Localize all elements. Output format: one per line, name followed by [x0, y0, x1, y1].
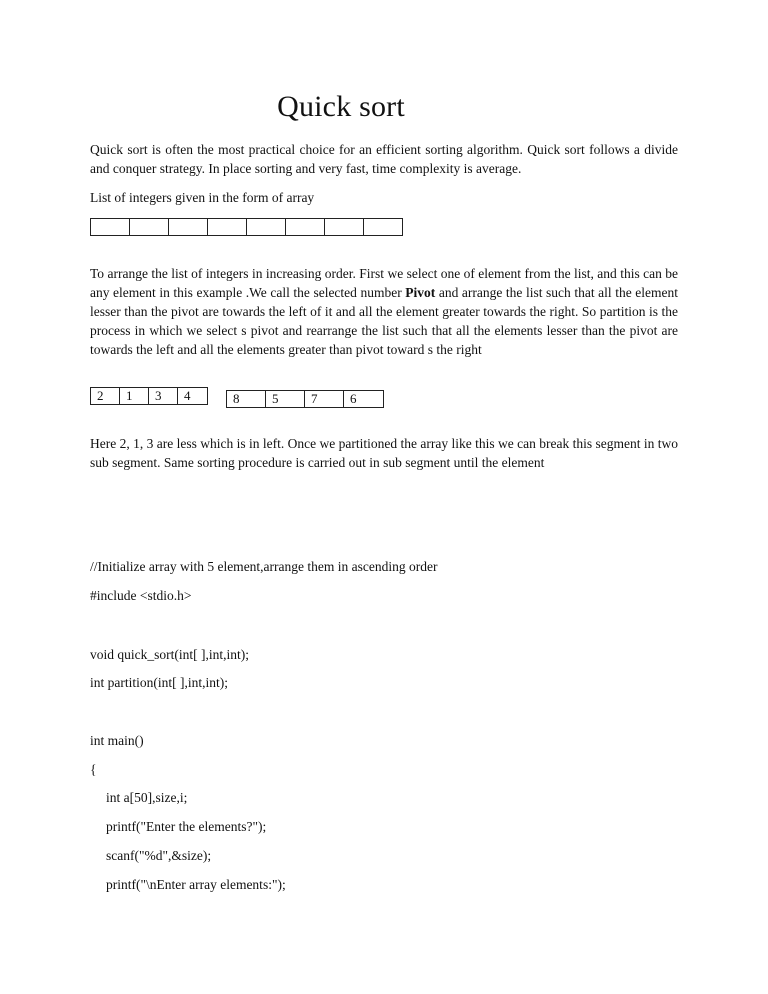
array-cell: 2 [91, 388, 120, 404]
code-scanf-size: scanf("%d",&size); [106, 848, 212, 863]
code-var-decl: int a[50],size,i; [106, 790, 188, 805]
empty-array [90, 218, 403, 236]
array-cell [169, 219, 208, 235]
code-decl-partition: int partition(int[ ],int,int); [90, 675, 228, 690]
code-printf-array: printf("\nEnter array elements:"); [106, 877, 286, 892]
array-cell [208, 219, 247, 235]
explanation-text: To arrange the list of integers in increasing order. First we select one of element from the list, and this can be any element in this example .We call the selected number [90, 266, 678, 300]
code-decl-quick-sort: void quick_sort(int[ ],int,int); [90, 647, 249, 662]
after-partition-paragraph: Here 2, 1, 3 are less which is in left. Once we partitioned the array like this we can break this segment in two sub segment. Same sorting procedure is carried out in sub segment until the element [90, 436, 678, 470]
partition-right-array [226, 390, 384, 408]
code-include: #include <stdio.h> [90, 588, 192, 603]
array-cell: 8 [227, 391, 266, 407]
list-caption: List of integers given in the form of array [90, 190, 315, 205]
code-main-signature: int main() [90, 733, 144, 748]
array-cell [130, 219, 169, 235]
code-printf-enter: printf("Enter the elements?"); [106, 819, 267, 834]
array-cell: 6 [350, 391, 357, 406]
array-cell: 7 [305, 391, 344, 407]
array-cell [247, 219, 286, 235]
array-cell [325, 219, 364, 235]
array-cell [91, 219, 130, 235]
partition-left-array [90, 387, 208, 405]
array-cell [364, 219, 402, 235]
explanation-paragraph [90, 264, 678, 359]
array-cell: 3 [149, 388, 178, 404]
array-cell: 1 [120, 388, 149, 404]
code-comment: //Initialize array with 5 element,arrange them in ascending order [90, 559, 438, 574]
pivot-term: Pivot [405, 285, 436, 300]
array-cell [286, 219, 325, 235]
array-cell: 4 [184, 388, 191, 403]
intro-paragraph: Quick sort is often the most practical choice for an efficient sorting algorithm. Quick sort follows a divide and conquer strategy. In place sorting and very fast, time complexity is average. [90, 142, 678, 176]
page-title: Quick sort [277, 90, 405, 123]
explanation-text-cont: and arrange the list such that all the element lesser than the pivot are towards the left of it and all the element greater towards the right. So partition is the process in which we select s pivot and rearrange the list such that all the elements lesser than the pivot are towards the left and all the elements greater than pivot toward s the right [90, 285, 678, 357]
code-open-brace: { [90, 762, 97, 777]
array-cell: 5 [266, 391, 305, 407]
